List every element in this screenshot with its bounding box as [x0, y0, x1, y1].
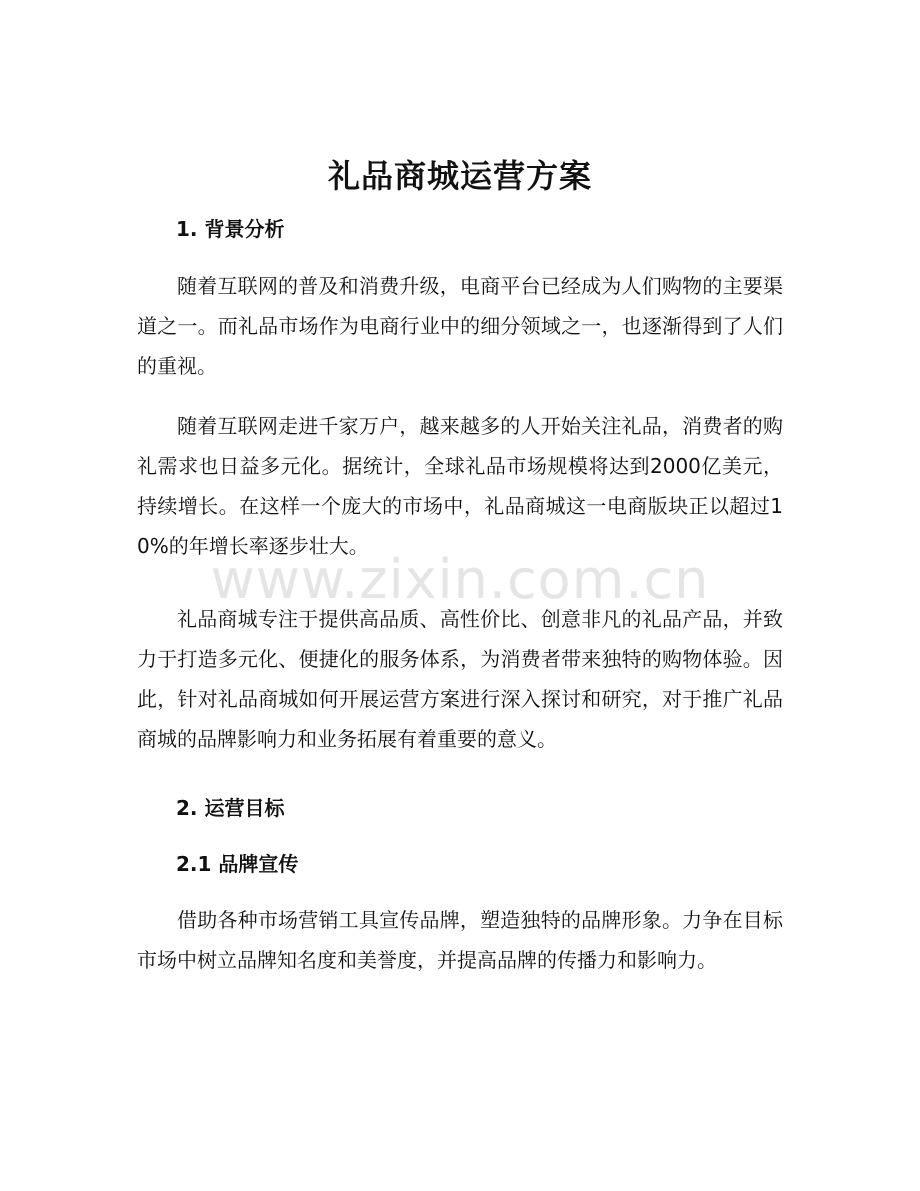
document-title: 礼品商城运营方案	[327, 157, 592, 195]
paragraph-brand-promotion: 借助各种市场营销工具宣传品牌，塑造独特的品牌形象。力争在目标市场中树立品牌知名度和美誉度，并提高品牌的传播力和影响力。	[137, 908, 783, 972]
paragraph-background-2: 随着互联网走进千家万户，越来越多的人开始关注礼品，消费者的购礼需求也日益多元化。据统计，全球礼品市场规模将达到2000亿美元，持续增长。在这样一个庞大的市场中，礼品商城这一电商版块正以超过10%的年增长率逐步壮大。	[137, 414, 783, 558]
section-heading-goals: 2. 运营目标	[176, 796, 285, 820]
section-heading-background: 1. 背景分析	[176, 217, 285, 241]
subsection-heading-brand-promotion: 2.1 品牌宣传	[176, 852, 299, 876]
watermark-text: www.zixin.com.cn	[210, 548, 710, 611]
paragraph-background-3: 礼品商城专注于提供高品质、高性价比、创意非凡的礼品产品，并致力于打造多元化、便捷化的服务体系，为消费者带来独特的购物体验。因此，针对礼品商城如何开展运营方案进行深入探讨和研究，对于推广礼品商城的品牌影响力和业务拓展有着重要的意义。	[137, 607, 783, 751]
paragraph-background-1: 随着互联网的普及和消费升级，电商平台已经成为人们购物的主要渠道之一。而礼品市场作为电商行业中的细分领域之一，也逐渐得到了人们的重视。	[137, 274, 783, 378]
